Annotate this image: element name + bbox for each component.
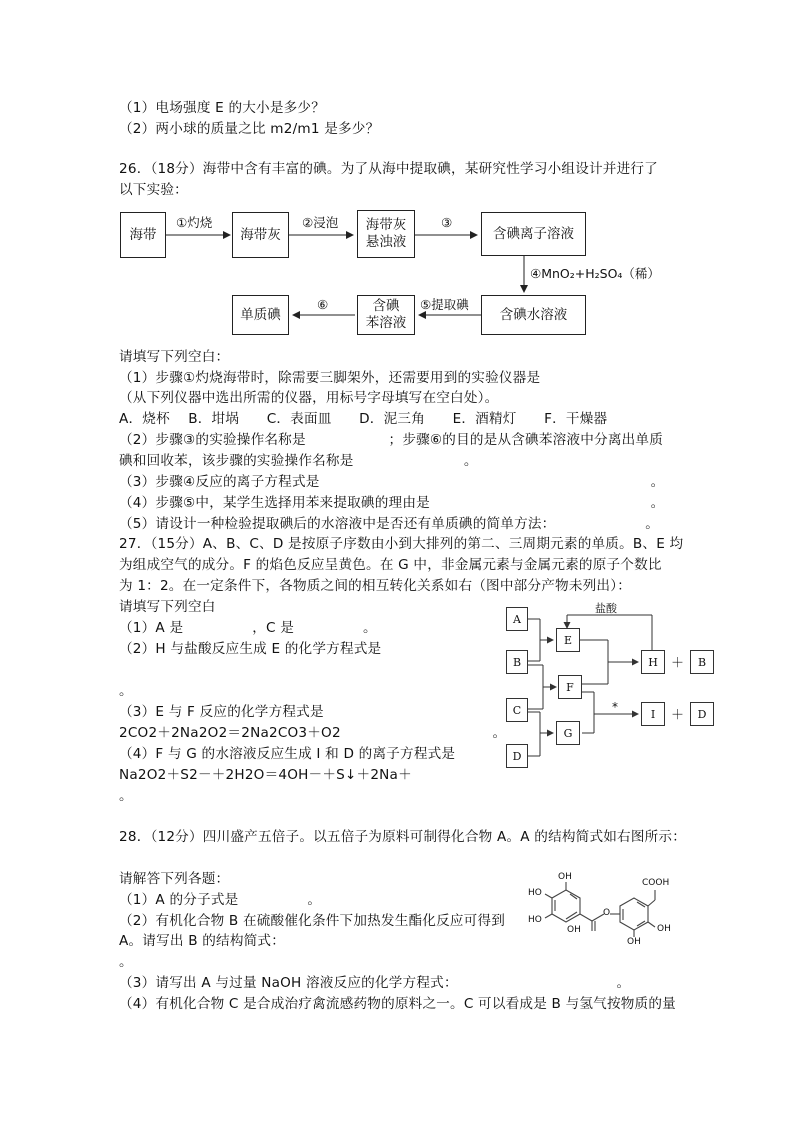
label-oh-left-upper: HO [528,888,542,898]
node-h: H [641,650,665,674]
label-oh-top-left: OH [558,872,572,882]
node-i: I [641,702,665,726]
box-haidai-hui: 海带灰 [232,212,289,258]
node-f: F [558,675,582,699]
left-benzene-ring [552,890,580,922]
q27-sub4: （4）F 与 G 的水溶液反应生成 I 和 D 的离子方程式是 [119,746,456,762]
label-oh-bottom-left: OH [567,925,581,935]
q26-intro-line2: 以下实验： [119,182,188,198]
node-c: C [506,698,528,722]
plus-sign-1: ＋ [671,656,685,671]
node-b-product: B [690,650,714,674]
node-b: B [506,650,528,674]
node-g: G [556,721,580,745]
box-benrong-line1: 含碘 [372,298,400,314]
q25-sub2: （2）两小球的质量之比 m2/m1 是多少？ [119,121,380,137]
node-e: E [556,628,580,652]
box-haidai: 海带 [120,212,166,258]
plus-sign-2: ＋ [671,708,685,723]
label-step5: ⑤提取碘 [420,297,469,312]
q28-line1: 28．（12分）四川盛产五倍子。以五倍子为原料可制得化合物 A。A 的结构简式如右图所示： [119,829,687,845]
node-d: D [506,744,528,768]
q27-sub3: （3）E 与 F 反应的化学方程式是 [119,704,324,720]
q26-intro-line1: 26．（18分）海带中含有丰富的碘。为了从海中提取碘，某研究性学习小组设计并进行了 [119,161,658,177]
q26-s5: （5）请设计一种检验提取碘后的水溶液中是否还有单质碘的简单方法： 。 [119,516,660,532]
label-hcl: 盐酸 [595,602,617,615]
box-danzhi: 单质碘 [232,295,289,335]
box-xuanzhuo-line1: 海带灰 [365,217,407,233]
label-cooh: COOH [642,878,670,888]
q27-sub4-end: 。 [119,788,133,804]
box-benrong-line2: 苯溶液 [365,315,407,331]
q28-sub2-line2: A。请写出 B 的结构简式： [119,933,286,949]
label-oh-bottom-right: OH [627,937,641,947]
q27-sub1: （1）A 是 ，C 是 。 [119,620,377,636]
label-step2: ②浸泡 [302,215,339,230]
q26-prompt: 请填写下列空白： [119,349,230,365]
q27-sub2: （2）H 与盐酸反应生成 E 的化学方程式是 [119,641,382,657]
q28-sub2-line1: （2）有机化合物 B 在硫酸催化条件下加热发生酯化反应可得到 [119,913,506,929]
q27-line3: 为 1：2。在一定条件下，各物质之间的相互转化关系如右（图中部分产物未列出）： [119,578,631,594]
q26-s1-line2: （从下列仪器中选出所需的仪器，用标号字母填写在空白处）。 [119,390,499,406]
label-step6: ⑥ [317,297,329,312]
label-ester-oxygen: O [603,908,611,918]
q27-line2: 为组成空气的成分。F 的焰色反应呈黄色。在 G 中，非金属元素与金属元素的原子个数比 [119,557,662,573]
q25-sub1: （1）电场强度 E 的大小是多少？ [119,100,325,116]
q28-sub3: （3）请写出 A 与过量 NaOH 溶液反应的化学方程式： 。 [119,975,631,991]
q28-prompt: 请解答下列各题： [119,871,230,887]
node-d-product: D [690,702,714,726]
box-xuanzhuo-line2: 悬浊液 [365,234,407,250]
q28-sub4: （4）有机化合物 C 是合成治疗禽流感药物的原料之一。C 可以看成是 B 与氢气按物质的量 [119,996,676,1012]
q26-s4: （4）步骤⑤中，某学生选择用苯来提取碘的理由是 。 [119,495,665,511]
q28-sub2-end: 。 [119,954,133,970]
node-a: A [506,607,528,631]
q26-s2-line2: 碘和回收苯，该步骤的实验操作名称是 。 [119,453,478,469]
right-benzene-ring [620,898,648,930]
label-step3: ③ [441,215,453,230]
q27-line1: 27．（15分）A、B、C、D 是按原子序数由小到大排列的第二、三周期元素的单质。B、E 均 [119,536,684,552]
label-star: * [612,700,618,714]
q27-sub2-end: 。 [119,683,133,699]
q26-s1-line1: （1）步骤①灼烧海带时，除需要三脚架外，还需要用到的实验仪器是 [119,370,541,386]
label-step1: ①灼烧 [176,215,213,230]
q27-sub4-answer: Na2O2＋S2－＋2H2O＝4OH－＋S↓＋2Na＋ [119,767,412,783]
label-oh-left-lower: HO [528,915,542,925]
q26-s1-options: A．烧杯 B．坩埚 C．表面皿 D．泥三角 E．酒精灯 F．干燥器 [119,411,608,427]
q26-s3: （3）步骤④反应的离子方程式是 。 [119,474,665,490]
label-oh-right: OH [657,924,671,934]
q27-sub3-answer: 2CO2＋2Na2O2＝2Na2CO3＋O2 。 [119,725,507,741]
q28-sub1: （1）A 的分子式是 。 [119,892,322,908]
label-step4: ④MnO₂+H₂SO₄（稀） [530,266,660,281]
q27-prompt: 请填写下列空白 [119,599,216,615]
box-hanlizi: 含碘离子溶液 [481,212,586,256]
q26-s2-line1: （2）步骤③的实验操作名称是 ；步骤⑥的目的是从含碘苯溶液中分离出单质 [119,432,663,448]
box-hanshui: 含碘水溶液 [481,295,586,335]
